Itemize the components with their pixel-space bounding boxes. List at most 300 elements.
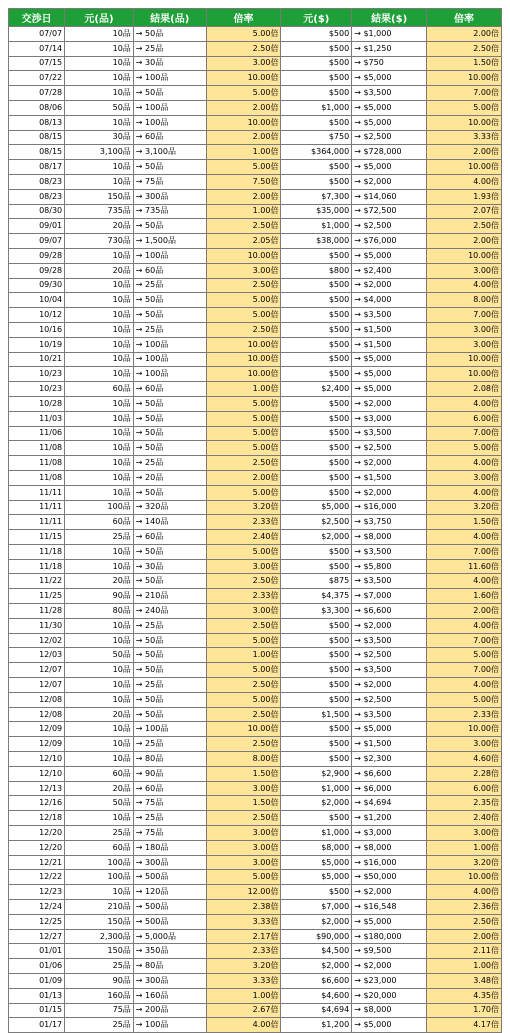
cell-result-dollars[interactable] bbox=[352, 707, 427, 722]
cell-rate-items[interactable]: 5.00倍 bbox=[206, 426, 281, 441]
cell-from-items[interactable]: 90品 bbox=[65, 974, 134, 989]
cell-date[interactable]: 11/11 bbox=[9, 515, 65, 530]
cell-result-dollars[interactable] bbox=[352, 900, 427, 915]
cell-from-dollars[interactable]: $500 bbox=[281, 248, 352, 263]
cell-date[interactable]: 11/25 bbox=[9, 589, 65, 604]
cell-rate-items[interactable]: 2.50倍 bbox=[206, 322, 281, 337]
cell-from-dollars[interactable]: $500 bbox=[281, 441, 352, 456]
cell-result-items[interactable] bbox=[133, 322, 206, 337]
cell-date[interactable]: 10/16 bbox=[9, 322, 65, 337]
cell-from-items[interactable]: 160品 bbox=[65, 988, 134, 1003]
cell-rate-dollars[interactable]: 5.00倍 bbox=[427, 692, 502, 707]
cell-from-dollars[interactable]: $500 bbox=[281, 678, 352, 693]
cell-rate-items[interactable]: 5.00倍 bbox=[206, 160, 281, 175]
cell-rate-items[interactable]: 12.00倍 bbox=[206, 885, 281, 900]
cell-from-dollars[interactable]: $500 bbox=[281, 648, 352, 663]
cell-rate-dollars[interactable]: 7.00倍 bbox=[427, 426, 502, 441]
cell-from-dollars[interactable]: $500 bbox=[281, 56, 352, 71]
cell-rate-items[interactable]: 2.50倍 bbox=[206, 737, 281, 752]
cell-date[interactable]: 12/25 bbox=[9, 914, 65, 929]
cell-result-dollars[interactable] bbox=[352, 500, 427, 515]
cell-result-dollars[interactable] bbox=[352, 574, 427, 589]
cell-date[interactable]: 09/30 bbox=[9, 278, 65, 293]
cell-date[interactable]: 10/23 bbox=[9, 382, 65, 397]
cell-result-dollars[interactable] bbox=[352, 929, 427, 944]
cell-result-dollars[interactable] bbox=[352, 234, 427, 249]
cell-from-items[interactable]: 10品 bbox=[65, 367, 134, 382]
cell-rate-dollars[interactable]: 3.20倍 bbox=[427, 855, 502, 870]
cell-result-dollars[interactable] bbox=[352, 71, 427, 86]
cell-from-items[interactable]: 10品 bbox=[65, 441, 134, 456]
cell-from-dollars[interactable]: $500 bbox=[281, 559, 352, 574]
cell-rate-dollars[interactable]: 2.00倍 bbox=[427, 27, 502, 42]
cell-from-items[interactable]: 2,300品 bbox=[65, 929, 134, 944]
cell-result-items[interactable] bbox=[133, 885, 206, 900]
cell-from-dollars[interactable]: $1,000 bbox=[281, 781, 352, 796]
cell-date[interactable]: 09/28 bbox=[9, 248, 65, 263]
cell-rate-items[interactable]: 2.40倍 bbox=[206, 530, 281, 545]
cell-result-items[interactable] bbox=[133, 544, 206, 559]
cell-date[interactable]: 08/15 bbox=[9, 130, 65, 145]
cell-rate-items[interactable]: 5.00倍 bbox=[206, 441, 281, 456]
cell-rate-dollars[interactable]: 3.00倍 bbox=[427, 826, 502, 841]
cell-from-items[interactable]: 10品 bbox=[65, 426, 134, 441]
cell-rate-items[interactable]: 2.00倍 bbox=[206, 470, 281, 485]
cell-from-items[interactable]: 730品 bbox=[65, 234, 134, 249]
cell-date[interactable]: 11/08 bbox=[9, 456, 65, 471]
cell-result-items[interactable] bbox=[133, 145, 206, 160]
cell-result-items[interactable] bbox=[133, 604, 206, 619]
cell-rate-items[interactable]: 1.00倍 bbox=[206, 204, 281, 219]
cell-from-items[interactable]: 10品 bbox=[65, 633, 134, 648]
cell-rate-dollars[interactable]: 10.00倍 bbox=[427, 160, 502, 175]
cell-from-dollars[interactable]: $500 bbox=[281, 470, 352, 485]
cell-from-dollars[interactable]: $500 bbox=[281, 337, 352, 352]
cell-rate-dollars[interactable]: 3.33倍 bbox=[427, 130, 502, 145]
header-from-items[interactable]: 元(品) bbox=[65, 9, 134, 27]
cell-result-items[interactable] bbox=[133, 234, 206, 249]
cell-from-items[interactable]: 50品 bbox=[65, 100, 134, 115]
cell-rate-dollars[interactable]: 3.20倍 bbox=[427, 500, 502, 515]
cell-rate-dollars[interactable]: 2.00倍 bbox=[427, 145, 502, 160]
cell-from-dollars[interactable]: $2,900 bbox=[281, 766, 352, 781]
cell-rate-dollars[interactable]: 2.00倍 bbox=[427, 604, 502, 619]
cell-result-items[interactable] bbox=[133, 41, 206, 56]
cell-result-dollars[interactable] bbox=[352, 352, 427, 367]
cell-rate-items[interactable]: 5.00倍 bbox=[206, 485, 281, 500]
cell-date[interactable]: 08/15 bbox=[9, 145, 65, 160]
cell-rate-dollars[interactable]: 4.00倍 bbox=[427, 530, 502, 545]
cell-from-dollars[interactable]: $500 bbox=[281, 41, 352, 56]
cell-result-dollars[interactable] bbox=[352, 441, 427, 456]
cell-rate-dollars[interactable]: 7.00倍 bbox=[427, 86, 502, 101]
cell-from-items[interactable]: 10品 bbox=[65, 737, 134, 752]
cell-rate-dollars[interactable]: 4.00倍 bbox=[427, 485, 502, 500]
cell-from-dollars[interactable]: $500 bbox=[281, 278, 352, 293]
cell-from-dollars[interactable]: $5,000 bbox=[281, 500, 352, 515]
cell-rate-dollars[interactable]: 5.00倍 bbox=[427, 441, 502, 456]
cell-result-items[interactable] bbox=[133, 752, 206, 767]
cell-from-items[interactable]: 100品 bbox=[65, 870, 134, 885]
cell-from-items[interactable]: 10品 bbox=[65, 485, 134, 500]
cell-from-items[interactable]: 10品 bbox=[65, 811, 134, 826]
cell-from-dollars[interactable]: $8,000 bbox=[281, 840, 352, 855]
cell-from-items[interactable]: 10品 bbox=[65, 27, 134, 42]
header-from-dollars[interactable]: 元($) bbox=[281, 9, 352, 27]
cell-result-dollars[interactable] bbox=[352, 589, 427, 604]
cell-result-dollars[interactable] bbox=[352, 411, 427, 426]
cell-from-items[interactable]: 10品 bbox=[65, 160, 134, 175]
cell-result-items[interactable] bbox=[133, 530, 206, 545]
cell-from-items[interactable]: 10品 bbox=[65, 544, 134, 559]
cell-from-items[interactable]: 10品 bbox=[65, 278, 134, 293]
cell-result-items[interactable] bbox=[133, 944, 206, 959]
cell-rate-items[interactable]: 5.00倍 bbox=[206, 27, 281, 42]
cell-date[interactable]: 10/04 bbox=[9, 293, 65, 308]
cell-rate-items[interactable]: 5.00倍 bbox=[206, 692, 281, 707]
cell-from-items[interactable]: 10品 bbox=[65, 115, 134, 130]
cell-from-items[interactable]: 50品 bbox=[65, 648, 134, 663]
cell-date[interactable]: 12/24 bbox=[9, 900, 65, 915]
cell-rate-items[interactable]: 3.00倍 bbox=[206, 826, 281, 841]
cell-rate-items[interactable]: 5.00倍 bbox=[206, 411, 281, 426]
cell-rate-dollars[interactable]: 10.00倍 bbox=[427, 352, 502, 367]
cell-from-dollars[interactable]: $500 bbox=[281, 27, 352, 42]
cell-from-items[interactable]: 10品 bbox=[65, 411, 134, 426]
cell-result-dollars[interactable] bbox=[352, 811, 427, 826]
cell-date[interactable]: 12/21 bbox=[9, 855, 65, 870]
cell-result-dollars[interactable] bbox=[352, 485, 427, 500]
cell-rate-items[interactable]: 3.00倍 bbox=[206, 604, 281, 619]
cell-rate-dollars[interactable]: 7.00倍 bbox=[427, 663, 502, 678]
cell-from-items[interactable]: 10品 bbox=[65, 86, 134, 101]
cell-date[interactable]: 11/11 bbox=[9, 500, 65, 515]
cell-date[interactable]: 11/28 bbox=[9, 604, 65, 619]
cell-date[interactable]: 12/10 bbox=[9, 752, 65, 767]
cell-rate-items[interactable]: 2.50倍 bbox=[206, 618, 281, 633]
cell-rate-items[interactable]: 5.00倍 bbox=[206, 308, 281, 323]
cell-from-items[interactable]: 20品 bbox=[65, 781, 134, 796]
cell-from-dollars[interactable]: $2,000 bbox=[281, 914, 352, 929]
cell-rate-items[interactable]: 2.00倍 bbox=[206, 130, 281, 145]
cell-result-dollars[interactable] bbox=[352, 308, 427, 323]
cell-rate-dollars[interactable]: 10.00倍 bbox=[427, 71, 502, 86]
cell-result-dollars[interactable] bbox=[352, 678, 427, 693]
cell-from-dollars[interactable]: $7,300 bbox=[281, 189, 352, 204]
cell-result-items[interactable] bbox=[133, 796, 206, 811]
cell-from-dollars[interactable]: $500 bbox=[281, 544, 352, 559]
cell-rate-items[interactable]: 1.50倍 bbox=[206, 796, 281, 811]
cell-from-dollars[interactable]: $2,400 bbox=[281, 382, 352, 397]
cell-date[interactable]: 12/10 bbox=[9, 766, 65, 781]
header-result-dollars[interactable]: 結果($) bbox=[352, 9, 427, 27]
cell-date[interactable]: 10/12 bbox=[9, 308, 65, 323]
cell-rate-dollars[interactable]: 2.08倍 bbox=[427, 382, 502, 397]
cell-rate-dollars[interactable]: 2.50倍 bbox=[427, 41, 502, 56]
cell-result-items[interactable] bbox=[133, 618, 206, 633]
cell-result-items[interactable] bbox=[133, 426, 206, 441]
cell-from-dollars[interactable]: $500 bbox=[281, 322, 352, 337]
cell-rate-items[interactable]: 5.00倍 bbox=[206, 870, 281, 885]
cell-rate-items[interactable]: 2.00倍 bbox=[206, 189, 281, 204]
cell-result-items[interactable] bbox=[133, 974, 206, 989]
cell-rate-dollars[interactable]: 2.00倍 bbox=[427, 234, 502, 249]
cell-result-dollars[interactable] bbox=[352, 766, 427, 781]
cell-from-items[interactable]: 10品 bbox=[65, 559, 134, 574]
cell-from-items[interactable]: 10品 bbox=[65, 885, 134, 900]
cell-from-items[interactable]: 10品 bbox=[65, 337, 134, 352]
cell-from-items[interactable]: 100品 bbox=[65, 855, 134, 870]
cell-result-items[interactable] bbox=[133, 574, 206, 589]
cell-rate-items[interactable]: 2.33倍 bbox=[206, 515, 281, 530]
cell-result-dollars[interactable] bbox=[352, 278, 427, 293]
cell-result-dollars[interactable] bbox=[352, 959, 427, 974]
cell-rate-dollars[interactable]: 10.00倍 bbox=[427, 248, 502, 263]
cell-result-items[interactable] bbox=[133, 86, 206, 101]
cell-from-dollars[interactable]: $500 bbox=[281, 633, 352, 648]
cell-result-items[interactable] bbox=[133, 263, 206, 278]
cell-rate-items[interactable]: 2.50倍 bbox=[206, 707, 281, 722]
cell-rate-dollars[interactable]: 3.00倍 bbox=[427, 337, 502, 352]
cell-rate-dollars[interactable]: 4.00倍 bbox=[427, 278, 502, 293]
cell-from-items[interactable]: 150品 bbox=[65, 914, 134, 929]
header-rate-items[interactable]: 倍率 bbox=[206, 9, 281, 27]
cell-rate-dollars[interactable]: 4.00倍 bbox=[427, 174, 502, 189]
cell-from-items[interactable]: 90品 bbox=[65, 589, 134, 604]
cell-date[interactable]: 11/08 bbox=[9, 441, 65, 456]
cell-from-dollars[interactable]: $3,300 bbox=[281, 604, 352, 619]
cell-result-items[interactable] bbox=[133, 988, 206, 1003]
cell-date[interactable]: 09/01 bbox=[9, 219, 65, 234]
cell-result-items[interactable] bbox=[133, 648, 206, 663]
cell-from-items[interactable]: 10品 bbox=[65, 308, 134, 323]
cell-result-dollars[interactable] bbox=[352, 382, 427, 397]
cell-rate-dollars[interactable]: 2.50倍 bbox=[427, 914, 502, 929]
cell-rate-items[interactable]: 10.00倍 bbox=[206, 722, 281, 737]
cell-rate-items[interactable]: 10.00倍 bbox=[206, 71, 281, 86]
cell-result-dollars[interactable] bbox=[352, 86, 427, 101]
cell-rate-items[interactable]: 10.00倍 bbox=[206, 352, 281, 367]
cell-from-dollars[interactable]: $4,375 bbox=[281, 589, 352, 604]
cell-rate-items[interactable]: 2.17倍 bbox=[206, 929, 281, 944]
cell-date[interactable]: 12/07 bbox=[9, 663, 65, 678]
cell-rate-items[interactable]: 2.38倍 bbox=[206, 900, 281, 915]
cell-rate-items[interactable]: 10.00倍 bbox=[206, 367, 281, 382]
cell-rate-items[interactable]: 3.20倍 bbox=[206, 959, 281, 974]
cell-rate-items[interactable]: 2.50倍 bbox=[206, 456, 281, 471]
cell-from-items[interactable]: 150品 bbox=[65, 944, 134, 959]
cell-result-dollars[interactable] bbox=[352, 27, 427, 42]
cell-date[interactable]: 12/27 bbox=[9, 929, 65, 944]
cell-rate-items[interactable]: 5.00倍 bbox=[206, 293, 281, 308]
cell-rate-items[interactable]: 1.00倍 bbox=[206, 145, 281, 160]
cell-result-dollars[interactable] bbox=[352, 944, 427, 959]
cell-rate-items[interactable]: 5.00倍 bbox=[206, 544, 281, 559]
cell-result-items[interactable] bbox=[133, 470, 206, 485]
cell-result-dollars[interactable] bbox=[352, 914, 427, 929]
cell-from-dollars[interactable]: $500 bbox=[281, 811, 352, 826]
cell-result-dollars[interactable] bbox=[352, 456, 427, 471]
cell-rate-dollars[interactable]: 3.00倍 bbox=[427, 737, 502, 752]
cell-result-items[interactable] bbox=[133, 485, 206, 500]
cell-date[interactable]: 12/08 bbox=[9, 692, 65, 707]
cell-from-items[interactable]: 60品 bbox=[65, 382, 134, 397]
cell-from-dollars[interactable]: $7,000 bbox=[281, 900, 352, 915]
cell-result-dollars[interactable] bbox=[352, 826, 427, 841]
cell-rate-items[interactable]: 2.05倍 bbox=[206, 234, 281, 249]
cell-rate-items[interactable]: 2.50倍 bbox=[206, 41, 281, 56]
cell-date[interactable]: 07/22 bbox=[9, 71, 65, 86]
cell-from-items[interactable]: 10品 bbox=[65, 618, 134, 633]
cell-from-dollars[interactable]: $2,000 bbox=[281, 530, 352, 545]
cell-rate-dollars[interactable]: 6.00倍 bbox=[427, 411, 502, 426]
cell-result-items[interactable] bbox=[133, 456, 206, 471]
cell-rate-dollars[interactable]: 2.50倍 bbox=[427, 219, 502, 234]
cell-date[interactable]: 11/18 bbox=[9, 559, 65, 574]
cell-date[interactable]: 07/28 bbox=[9, 86, 65, 101]
cell-rate-items[interactable]: 3.00倍 bbox=[206, 559, 281, 574]
cell-date[interactable]: 10/23 bbox=[9, 367, 65, 382]
cell-result-items[interactable] bbox=[133, 411, 206, 426]
cell-date[interactable]: 12/09 bbox=[9, 722, 65, 737]
cell-date[interactable]: 12/09 bbox=[9, 737, 65, 752]
cell-rate-items[interactable]: 4.00倍 bbox=[206, 1018, 281, 1033]
cell-rate-dollars[interactable]: 1.00倍 bbox=[427, 959, 502, 974]
cell-from-dollars[interactable]: $2,000 bbox=[281, 796, 352, 811]
cell-rate-items[interactable]: 5.00倍 bbox=[206, 663, 281, 678]
cell-result-dollars[interactable] bbox=[352, 470, 427, 485]
cell-from-items[interactable]: 80品 bbox=[65, 604, 134, 619]
cell-date[interactable]: 01/13 bbox=[9, 988, 65, 1003]
cell-rate-dollars[interactable]: 6.00倍 bbox=[427, 781, 502, 796]
cell-from-dollars[interactable]: $500 bbox=[281, 293, 352, 308]
cell-result-dollars[interactable] bbox=[352, 1018, 427, 1033]
cell-result-items[interactable] bbox=[133, 766, 206, 781]
cell-rate-dollars[interactable]: 8.00倍 bbox=[427, 293, 502, 308]
cell-date[interactable]: 11/30 bbox=[9, 618, 65, 633]
cell-result-items[interactable] bbox=[133, 811, 206, 826]
cell-rate-dollars[interactable]: 2.28倍 bbox=[427, 766, 502, 781]
header-date[interactable]: 交渉日 bbox=[9, 9, 65, 27]
cell-from-dollars[interactable]: $35,000 bbox=[281, 204, 352, 219]
cell-from-dollars[interactable]: $500 bbox=[281, 160, 352, 175]
cell-result-items[interactable] bbox=[133, 900, 206, 915]
cell-rate-items[interactable]: 10.00倍 bbox=[206, 248, 281, 263]
cell-result-dollars[interactable] bbox=[352, 648, 427, 663]
cell-from-items[interactable]: 20品 bbox=[65, 263, 134, 278]
cell-rate-dollars[interactable]: 4.00倍 bbox=[427, 885, 502, 900]
cell-result-items[interactable] bbox=[133, 826, 206, 841]
cell-rate-items[interactable]: 1.50倍 bbox=[206, 766, 281, 781]
cell-rate-items[interactable]: 7.50倍 bbox=[206, 174, 281, 189]
cell-rate-dollars[interactable]: 2.11倍 bbox=[427, 944, 502, 959]
cell-rate-dollars[interactable]: 4.00倍 bbox=[427, 678, 502, 693]
cell-from-dollars[interactable]: $500 bbox=[281, 663, 352, 678]
cell-from-dollars[interactable]: $1,200 bbox=[281, 1018, 352, 1033]
cell-rate-items[interactable]: 2.50倍 bbox=[206, 278, 281, 293]
cell-rate-dollars[interactable]: 7.00倍 bbox=[427, 633, 502, 648]
cell-from-items[interactable]: 10品 bbox=[65, 396, 134, 411]
cell-date[interactable]: 01/17 bbox=[9, 1018, 65, 1033]
cell-rate-dollars[interactable]: 4.35倍 bbox=[427, 988, 502, 1003]
cell-date[interactable]: 12/08 bbox=[9, 707, 65, 722]
cell-from-items[interactable]: 100品 bbox=[65, 500, 134, 515]
cell-from-items[interactable]: 10品 bbox=[65, 322, 134, 337]
cell-rate-dollars[interactable]: 5.00倍 bbox=[427, 648, 502, 663]
cell-from-items[interactable]: 60品 bbox=[65, 840, 134, 855]
cell-rate-dollars[interactable]: 4.00倍 bbox=[427, 574, 502, 589]
cell-date[interactable]: 08/23 bbox=[9, 174, 65, 189]
cell-result-items[interactable] bbox=[133, 870, 206, 885]
cell-result-dollars[interactable] bbox=[352, 426, 427, 441]
cell-from-dollars[interactable]: $500 bbox=[281, 692, 352, 707]
cell-result-items[interactable] bbox=[133, 633, 206, 648]
cell-result-items[interactable] bbox=[133, 278, 206, 293]
cell-from-dollars[interactable]: $500 bbox=[281, 426, 352, 441]
cell-result-dollars[interactable] bbox=[352, 189, 427, 204]
cell-from-items[interactable]: 10品 bbox=[65, 41, 134, 56]
cell-from-dollars[interactable]: $500 bbox=[281, 618, 352, 633]
cell-rate-items[interactable]: 3.00倍 bbox=[206, 56, 281, 71]
cell-from-dollars[interactable]: $500 bbox=[281, 86, 352, 101]
cell-rate-dollars[interactable]: 10.00倍 bbox=[427, 870, 502, 885]
cell-from-dollars[interactable]: $500 bbox=[281, 367, 352, 382]
cell-result-dollars[interactable] bbox=[352, 604, 427, 619]
cell-result-dollars[interactable] bbox=[352, 322, 427, 337]
cell-from-items[interactable]: 10品 bbox=[65, 678, 134, 693]
cell-date[interactable]: 09/07 bbox=[9, 234, 65, 249]
cell-result-dollars[interactable] bbox=[352, 219, 427, 234]
cell-rate-items[interactable]: 3.00倍 bbox=[206, 781, 281, 796]
cell-from-items[interactable]: 10品 bbox=[65, 692, 134, 707]
cell-date[interactable]: 01/09 bbox=[9, 974, 65, 989]
cell-result-dollars[interactable] bbox=[352, 781, 427, 796]
cell-date[interactable]: 11/06 bbox=[9, 426, 65, 441]
cell-rate-dollars[interactable]: 2.33倍 bbox=[427, 707, 502, 722]
cell-result-dollars[interactable] bbox=[352, 337, 427, 352]
cell-date[interactable]: 11/22 bbox=[9, 574, 65, 589]
cell-from-items[interactable]: 10品 bbox=[65, 456, 134, 471]
cell-result-items[interactable] bbox=[133, 337, 206, 352]
cell-from-items[interactable]: 20品 bbox=[65, 574, 134, 589]
cell-result-dollars[interactable] bbox=[352, 160, 427, 175]
cell-date[interactable]: 10/19 bbox=[9, 337, 65, 352]
cell-from-items[interactable]: 75品 bbox=[65, 1003, 134, 1018]
cell-from-items[interactable]: 10品 bbox=[65, 56, 134, 71]
cell-result-dollars[interactable] bbox=[352, 41, 427, 56]
cell-result-dollars[interactable] bbox=[352, 737, 427, 752]
cell-date[interactable]: 11/15 bbox=[9, 530, 65, 545]
cell-result-dollars[interactable] bbox=[352, 633, 427, 648]
cell-result-dollars[interactable] bbox=[352, 367, 427, 382]
cell-date[interactable]: 12/18 bbox=[9, 811, 65, 826]
cell-result-dollars[interactable] bbox=[352, 855, 427, 870]
cell-result-dollars[interactable] bbox=[352, 974, 427, 989]
cell-rate-items[interactable]: 1.00倍 bbox=[206, 382, 281, 397]
cell-rate-items[interactable]: 3.20倍 bbox=[206, 500, 281, 515]
cell-result-items[interactable] bbox=[133, 1018, 206, 1033]
cell-result-items[interactable] bbox=[133, 100, 206, 115]
cell-from-dollars[interactable]: $875 bbox=[281, 574, 352, 589]
cell-date[interactable]: 12/20 bbox=[9, 840, 65, 855]
cell-date[interactable]: 11/03 bbox=[9, 411, 65, 426]
cell-result-items[interactable] bbox=[133, 56, 206, 71]
cell-result-dollars[interactable] bbox=[352, 796, 427, 811]
cell-rate-dollars[interactable]: 2.40倍 bbox=[427, 811, 502, 826]
cell-from-dollars[interactable]: $4,600 bbox=[281, 988, 352, 1003]
cell-result-items[interactable] bbox=[133, 204, 206, 219]
cell-result-dollars[interactable] bbox=[352, 840, 427, 855]
